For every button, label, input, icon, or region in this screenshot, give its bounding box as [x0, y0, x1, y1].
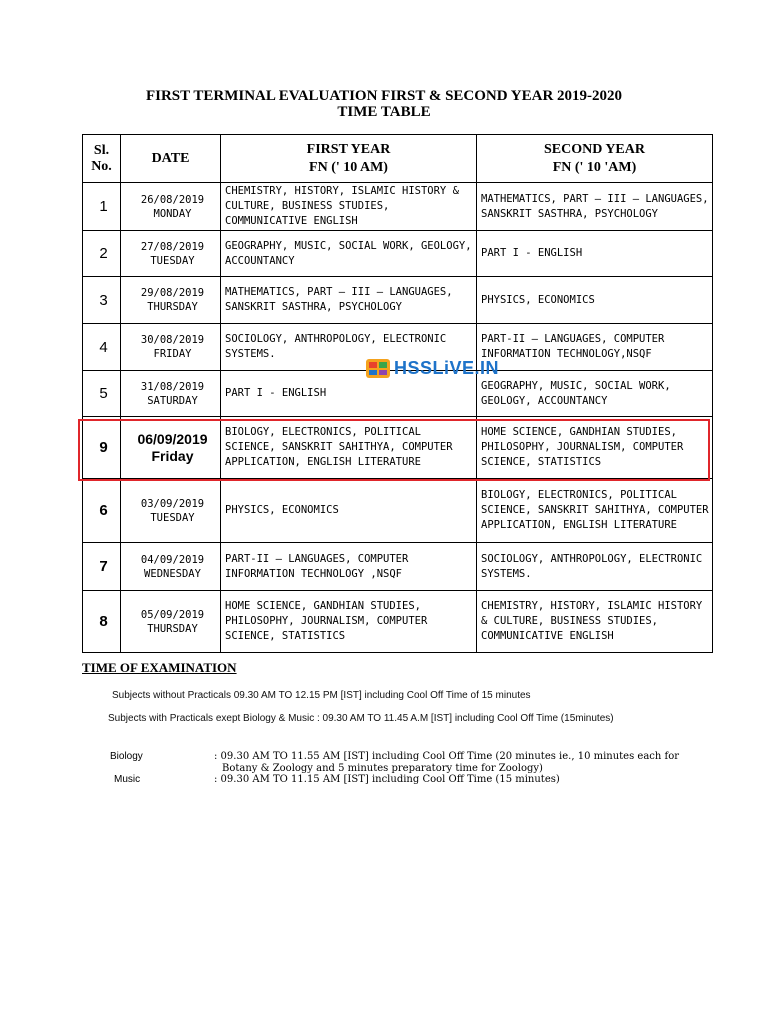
row-day: FRIDAY: [153, 348, 192, 360]
row-second-year-subjects: CHEMISTRY, HISTORY, ISLAMIC HISTORY & CULTURE, BUSINESS STUDIES, COMMUNICATIVE ENGLISH: [477, 591, 713, 653]
row-date: [121, 417, 221, 479]
biology-label: Biology: [110, 751, 143, 762]
with-practicals-note: Subjects with Practicals exept Biology & Music : 09.30 AM TO 11.45 A.M [IST] including Cool Off Time (15minutes): [108, 713, 614, 724]
row-first-year-subjects: SOCIOLOGY, ANTHROPOLOGY, ELECTRONIC SYSTEMS.: [221, 324, 477, 371]
row-date-value: 06/09/2019: [137, 430, 208, 447]
table-row: [83, 479, 713, 543]
row-date: [121, 371, 221, 417]
row-date-value: 30/08/2019: [140, 334, 205, 346]
row-date-value: 31/08/2019: [140, 380, 205, 393]
row-second-year-subjects: SOCIOLOGY, ANTHROPOLOGY, ELECTRONIC SYSTEMS.: [477, 543, 713, 591]
row-day: THURSDAY: [147, 622, 198, 635]
row-date-value: 29/08/2019: [140, 287, 205, 299]
second-year-label: SECOND YEAR: [544, 141, 645, 157]
row-day: SATURDAY: [147, 394, 198, 407]
document-title: FIRST TERMINAL EVALUATION FIRST & SECOND YEAR 2019-2020: [145, 88, 623, 104]
row-first-year-subjects: BIOLOGY, ELECTRONICS, POLITICAL SCIENCE, SANSKRIT SAHITHYA, COMPUTER APPLICATION, ENGLISH LITERATURE: [221, 417, 477, 479]
row-sl-no: 8: [83, 591, 121, 653]
row-day: TUESDAY: [150, 254, 195, 267]
row-date: [121, 324, 221, 371]
row-sl-no: 6: [83, 479, 121, 543]
first-year-header: [221, 135, 477, 183]
row-date: [121, 591, 221, 653]
row-sl-no: 7: [83, 543, 121, 591]
hsslive-logo-icon: [365, 356, 391, 380]
biology-time-line2: Botany & Zoology and 5 minutes preparatory time for Zoology): [222, 763, 543, 774]
row-date-value: 04/09/2019: [140, 553, 205, 566]
row-first-year-subjects: CHEMISTRY, HISTORY, ISLAMIC HISTORY & CULTURE, BUSINESS STUDIES, COMMUNICATIVE ENGLISH: [221, 183, 477, 231]
table-row: [83, 543, 713, 591]
row-date-value: 03/09/2019: [140, 497, 205, 510]
row-date: [121, 543, 221, 591]
row-date: [121, 277, 221, 324]
row-second-year-subjects: MATHEMATICS, PART – III – LANGUAGES, SANSKRIT SASTHRA, PSYCHOLOGY: [477, 183, 713, 231]
row-date-value: 05/09/2019: [140, 608, 205, 621]
table-row: [83, 277, 713, 324]
exam-time-heading: TIME OF EXAMINATION: [82, 660, 237, 675]
row-first-year-subjects: HOME SCIENCE, GANDHIAN STUDIES, PHILOSOPHY, JOURNALISM, COMPUTER SCIENCE, STATISTICS: [221, 591, 477, 653]
row-second-year-subjects: BIOLOGY, ELECTRONICS, POLITICAL SCIENCE, SANSKRIT SAHITHYA, COMPUTER APPLICATION, ENGLISH LITERATURE: [477, 479, 713, 543]
row-second-year-subjects: PART I - ENGLISH: [477, 231, 713, 277]
row-second-year-subjects: HOME SCIENCE, GANDHIAN STUDIES, PHILOSOPHY, JOURNALISM, COMPUTER SCIENCE, STATISTICS: [477, 417, 713, 479]
document-subtitle: TIME TABLE: [337, 104, 431, 120]
second-year-time: FN (' 10 'AM): [552, 159, 637, 175]
row-second-year-subjects: PHYSICS, ECONOMICS: [477, 277, 713, 324]
row-second-year-subjects: GEOGRAPHY, MUSIC, SOCIAL WORK, GEOLOGY, ACCOUNTANCY: [477, 371, 713, 417]
biology-time-line1: : 09.30 AM TO 11.55 AM [IST] including Cool Off Time (20 minutes ie., 10 minutes each for: [214, 751, 680, 762]
time-table: [82, 134, 713, 653]
row-day: MONDAY: [153, 207, 192, 220]
row-sl-no: 1: [83, 183, 121, 231]
row-sl-no: 4: [83, 324, 121, 371]
table-row: [83, 183, 713, 231]
row-first-year-subjects: MATHEMATICS, PART – III – LANGUAGES, SANSKRIT SASTHRA, PSYCHOLOGY: [221, 277, 477, 324]
sl-header-line1: Sl.: [93, 142, 110, 158]
row-first-year-subjects: PART-II – LANGUAGES, COMPUTER INFORMATION TECHNOLOGY ,NSQF: [221, 543, 477, 591]
first-year-time: FN (' 10 AM): [309, 159, 388, 175]
row-first-year-subjects: PHYSICS, ECONOMICS: [221, 479, 477, 543]
row-date: [121, 183, 221, 231]
watermark-text: HSSLiVE.IN: [394, 357, 500, 378]
table-header-row: [83, 135, 713, 183]
row-day: TUESDAY: [150, 511, 195, 524]
row-date-value: 26/08/2019: [140, 193, 205, 206]
music-time-line1: : 09.30 AM TO 11.15 AM [IST] including Cool Off Time (15 minutes): [214, 774, 560, 785]
without-practicals-note: Subjects without Practicals 09.30 AM TO 12.15 PM [IST] including Cool Off Time of 15 minutes: [112, 690, 531, 701]
row-sl-no: 5: [83, 371, 121, 417]
row-first-year-subjects: GEOGRAPHY, MUSIC, SOCIAL WORK, GEOLOGY, ACCOUNTANCY: [221, 231, 477, 277]
table-row: [83, 591, 713, 653]
row-date: [121, 479, 221, 543]
row-date-value: 27/08/2019: [140, 240, 205, 253]
row-date: [121, 231, 221, 277]
sl-header-line2: No.: [91, 158, 112, 174]
row-first-year-subjects: PART I - ENGLISH: [221, 371, 477, 417]
music-label: Music: [114, 774, 141, 785]
row-second-year-subjects: PART-II – LANGUAGES, COMPUTER INFORMATION TECHNOLOGY,NSQF: [477, 324, 713, 371]
row-day: THURSDAY: [147, 301, 198, 313]
row-day: WEDNESDAY: [144, 567, 201, 580]
row-sl-no: 2: [83, 231, 121, 277]
watermark-logo: [365, 355, 499, 381]
table-row-highlighted: [83, 417, 713, 479]
first-year-label: FIRST YEAR: [306, 141, 391, 157]
row-sl-no: 9: [83, 417, 121, 479]
second-year-header: [477, 135, 713, 183]
date-header: DATE: [121, 135, 221, 183]
row-day: Friday: [151, 447, 194, 464]
table-row: [83, 231, 713, 277]
row-sl-no: 3: [83, 277, 121, 324]
sl-no-header: [83, 135, 121, 183]
